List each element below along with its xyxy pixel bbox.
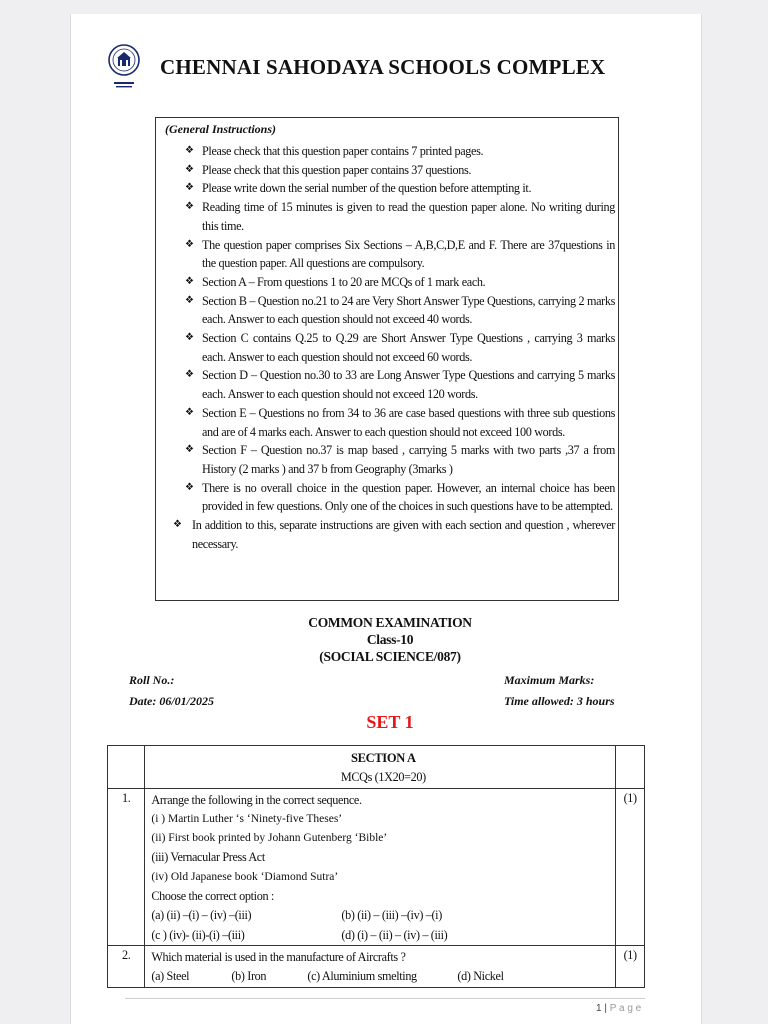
diamond-bullet-icon: ❖ [185, 145, 194, 156]
diamond-bullet-icon: ❖ [185, 163, 194, 175]
instruction-item: ❖ Section A – From questions 1 to 20 are MCQs of 1 mark each. [156, 273, 620, 292]
instruction-item: ❖ Section F – Question no.37 is map based , carrying 5 marks with two parts ,37 a from History (2 marks ) and 37 b from Geography (3marks ) [185, 443, 615, 476]
question-marks: (1) [616, 945, 645, 987]
option-b: (b) (ii) – (iii) –(iv) –(i) [341, 908, 442, 923]
instruction-item: ❖ Section D – Question no.30 to 33 are Long Answer Type Questions and carrying 5 marks each. Answer to each question should not exceed 120 words. [185, 368, 615, 402]
diamond-bullet-icon: ❖ [185, 332, 194, 344]
roll-number-label: Roll No.: [129, 673, 175, 687]
instructions-list [156, 142, 620, 553]
question-line: (iv) Old Japanese book ‘Diamond Sutra’ [151, 870, 339, 883]
exam-date: Date: 06/01/2025 [129, 694, 214, 708]
instruction-item: ❖ Reading time of 15 minutes is given to read the question paper alone. No writing during this time. [185, 200, 615, 233]
section-title: SECTION A [351, 751, 416, 765]
section-subtitle: MCQs (1X20=20) [340, 770, 426, 785]
options-row [151, 967, 615, 986]
general-instructions-box [155, 117, 619, 601]
diamond-bullet-icon: ❖ [185, 275, 194, 287]
instruction-item: ❖ There is no overall choice in the question paper. However, an internal choice has been provided in few questions. Only one of the choices in such questions have to be attempted. [185, 480, 615, 514]
exam-subject: (SOCIAL SCIENCE/087) [319, 649, 461, 664]
diamond-bullet-icon: ❖ [185, 238, 194, 250]
instruction-item: ❖ Please check that this question paper contains 37 questions. [156, 161, 620, 180]
option-b: (b) Iron [231, 969, 267, 984]
option-c: (c ) (iv)- (ii)-(i) –(iii) [151, 927, 245, 942]
diamond-bullet-icon: ❖ [185, 369, 194, 381]
diamond-bullet-icon: ❖ [185, 294, 194, 306]
instruction-item: ❖ Section E – Questions no from 34 to 36 are case based questions with three sub questions and are of 4 marks each. Answer to each question should not exceed 100 words. [185, 405, 615, 439]
exam-title: COMMON EXAMINATION [308, 615, 472, 630]
page-footer [596, 1003, 641, 1014]
diamond-bullet-icon: ❖ [185, 182, 194, 194]
page-label: P a g e [609, 1003, 642, 1014]
organization-title: CHENNAI SAHODAYA SCHOOLS COMPLEX [160, 55, 606, 79]
instructions-heading: (General Instructions) [165, 122, 277, 136]
question-stem: Arrange the following in the correct sequence. [151, 792, 362, 807]
question-body [145, 945, 616, 987]
question-number: 1. [108, 788, 145, 945]
question-row [108, 945, 645, 987]
question-line: (iii) Vernacular Press Act [151, 850, 265, 865]
page-number: 1 [596, 1003, 602, 1014]
time-allowed: Time allowed: 3 hours [504, 694, 615, 708]
diamond-bullet-icon: ❖ [173, 519, 182, 531]
question-stem: Which material is used in the manufacture of Aircrafts ? [151, 949, 406, 964]
instruction-item: ❖ Section B – Question no.21 to 24 are Very Short Answer Type Questions, carrying 2 marks each. Answer to each question should not exceed 40 words. [185, 293, 615, 327]
instruction-item: ❖ The question paper comprises Six Sections – A,B,C,D,E and F. There are 37questions in the question paper. All questions are compulsory. [185, 237, 615, 271]
instruction-item-additional: ❖ In addition to this, separate instructions are given with each section and question , wherever necessary. [173, 518, 615, 551]
viewer-top-bar [70, 0, 700, 14]
footer-separator: | [601, 1003, 610, 1014]
question-body [145, 788, 616, 945]
instruction-item: ❖ Please check that this question paper contains 7 printed pages. [156, 142, 620, 161]
option-a: (a) (ii) –(i) – (iv) –(iii) [151, 908, 252, 923]
diamond-bullet-icon: ❖ [185, 201, 194, 213]
section-header-row [108, 746, 645, 789]
options-row [151, 906, 615, 925]
diamond-bullet-icon: ❖ [185, 481, 194, 493]
section-a-table [107, 745, 645, 988]
instruction-item: ❖ Section C contains Q.25 to Q.29 are Short Answer Type Questions , carrying 3 marks each. Answer to each question should not exceed 60 words. [185, 331, 615, 364]
diamond-bullet-icon: ❖ [185, 444, 194, 456]
exam-class: Class-10 [366, 632, 414, 647]
question-line: (ii) First book printed by Johann Gutenberg ‘Bible’ [151, 832, 388, 845]
question-row [108, 788, 645, 945]
option-d: (d) (i) – (ii) – (iv) – (iii) [341, 927, 448, 942]
option-c: (c) Aluminium smelting [307, 969, 417, 984]
school-emblem-logo [108, 44, 140, 92]
option-a: (a) Steel [151, 969, 190, 984]
footer-divider [125, 998, 645, 999]
option-d: (d) Nickel [457, 969, 504, 984]
maximum-marks-label: Maximum Marks: [504, 673, 595, 687]
question-marks: (1) [616, 788, 645, 945]
set-number: SET 1 [366, 712, 414, 732]
question-number: 2. [108, 945, 145, 987]
diamond-bullet-icon: ❖ [185, 406, 194, 418]
exam-heading [240, 614, 540, 665]
instruction-item: ❖ Please write down the serial number of the question before attempting it. [156, 179, 620, 198]
question-line: (i ) Martin Luther ‘s ‘Ninety-five Theses’ [151, 812, 343, 825]
options-row [151, 926, 615, 945]
choose-option-text: Choose the correct option : [151, 889, 274, 904]
